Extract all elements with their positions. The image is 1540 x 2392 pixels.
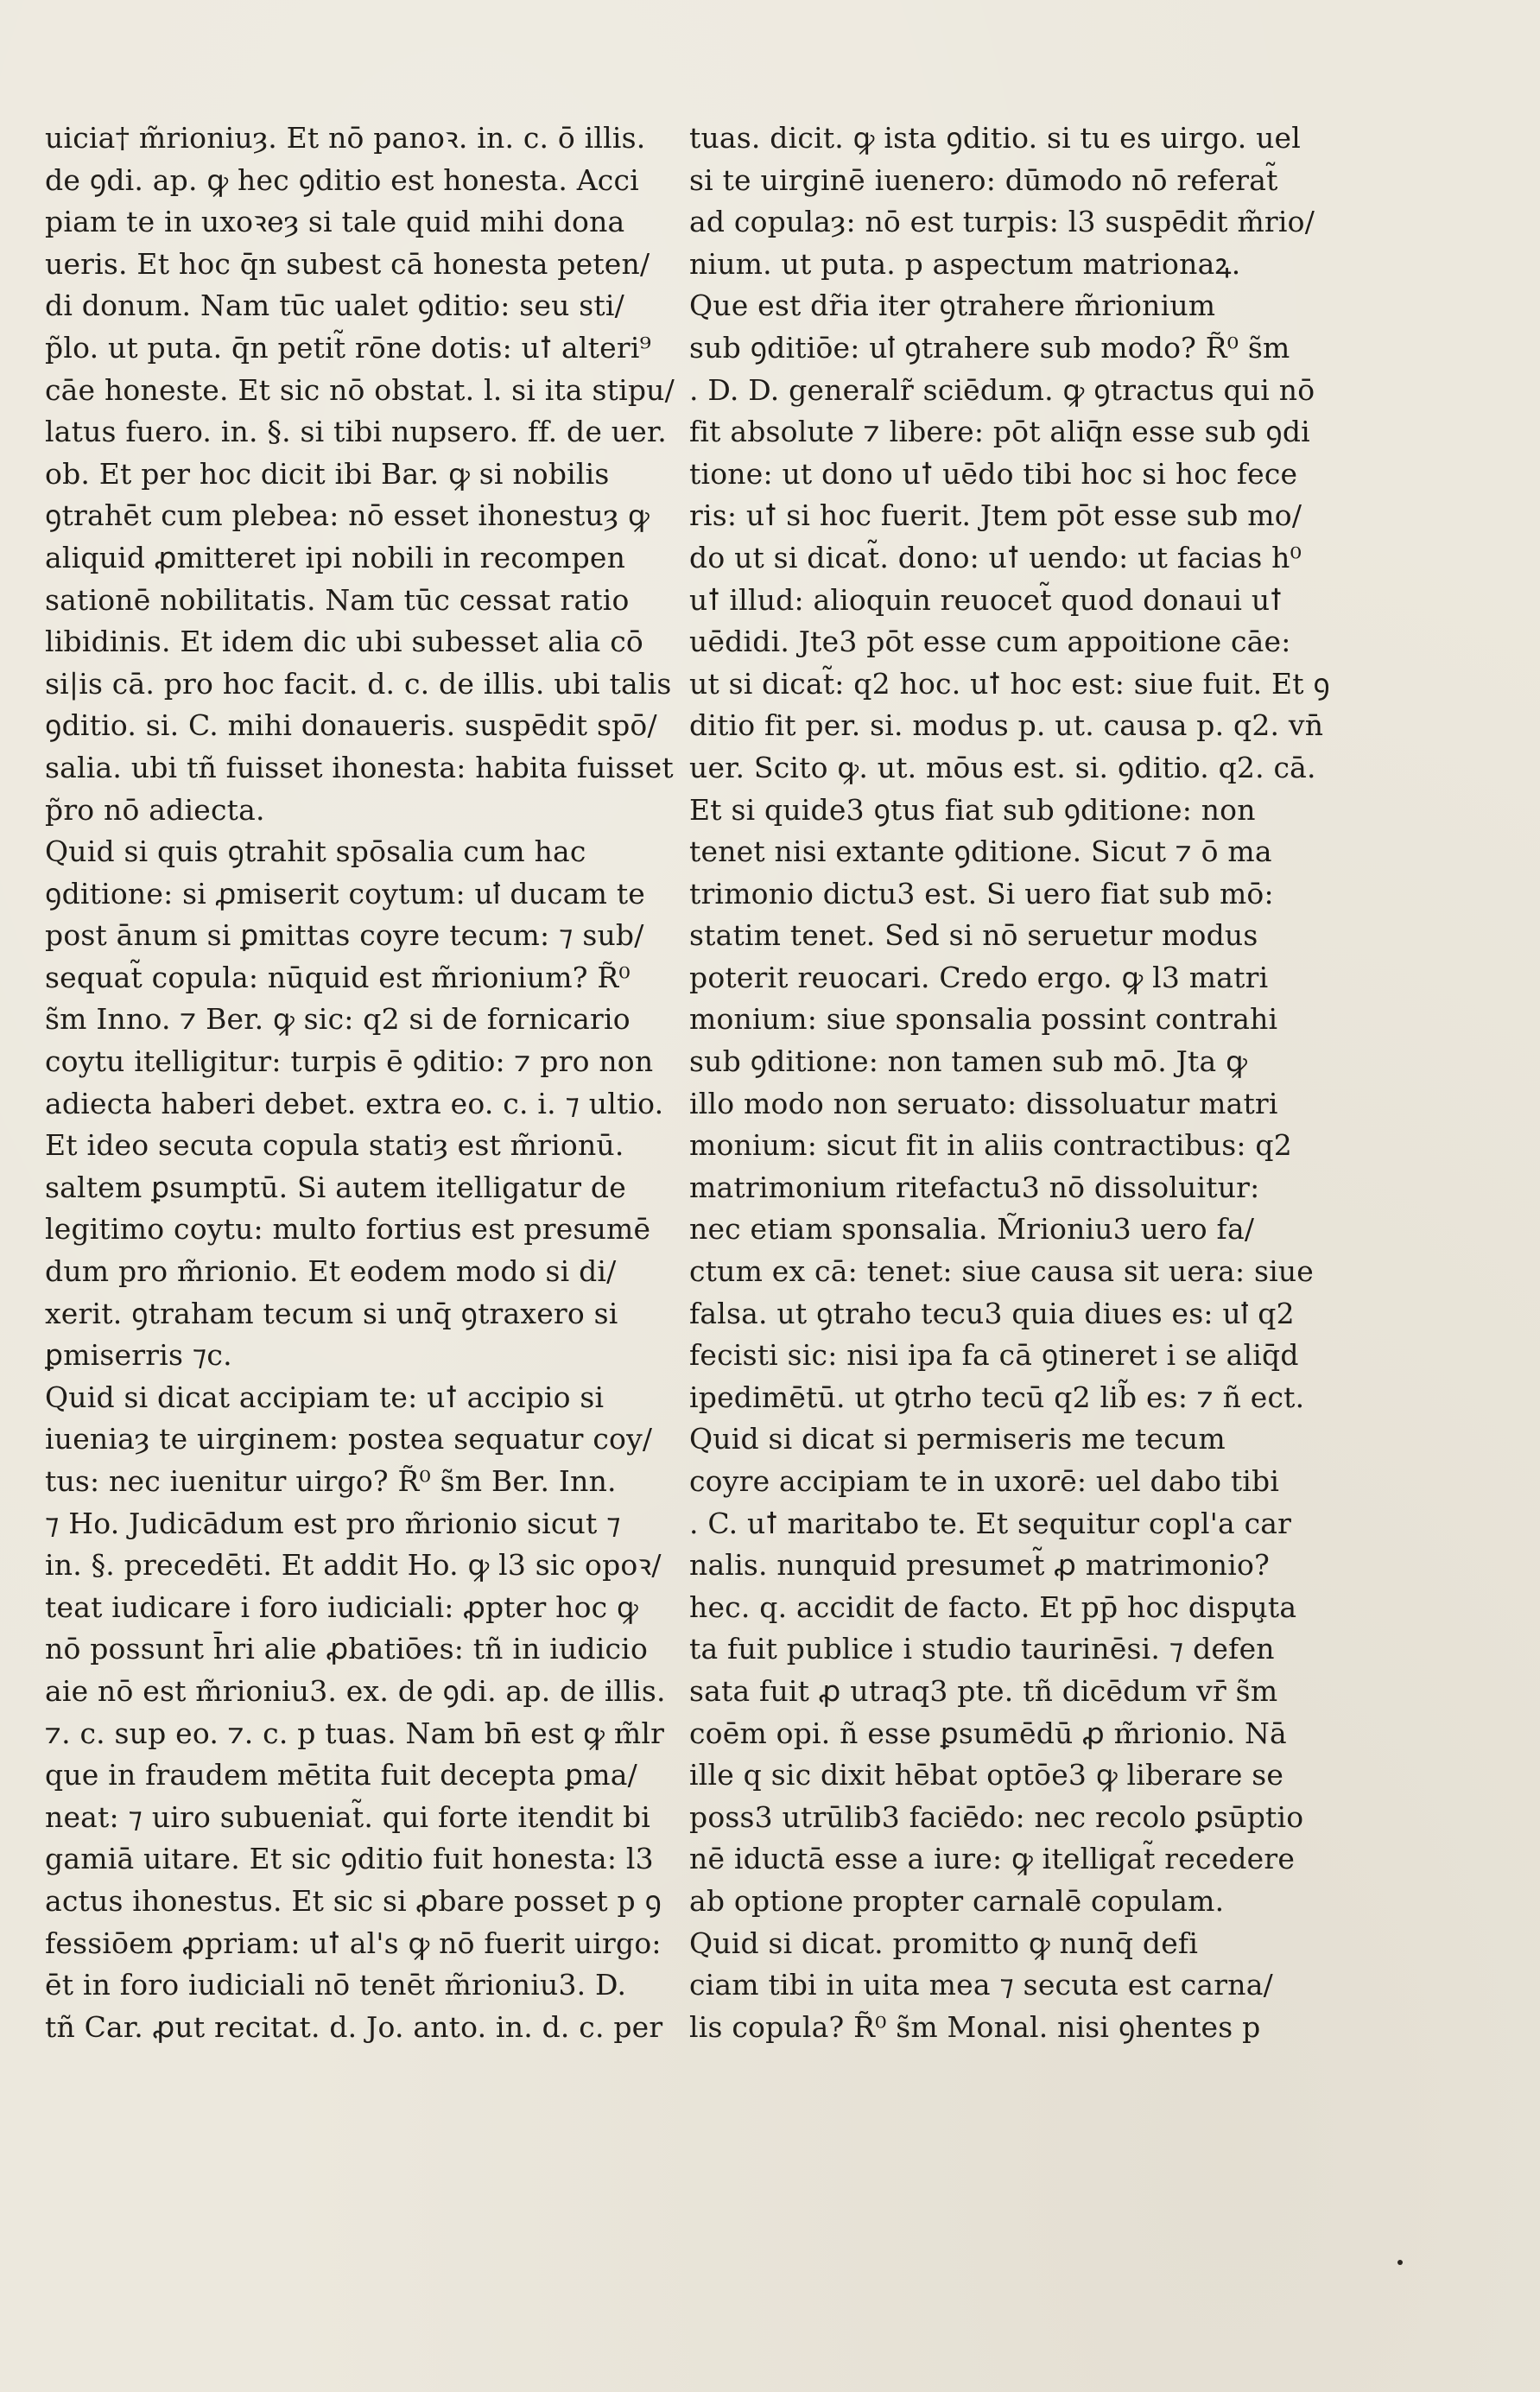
text-line: coēm opi. ñ esse ꝑsumēdū ꝓ m̃rionio. Nā (689, 1716, 1287, 1750)
text-line: aie nō est m̃rioniu3. ex. de ꝯdi. ap. de illis. (45, 1673, 666, 1708)
text-line: ēt in foro iudiciali nō tenēt m̃rioniu3. D. (45, 1968, 627, 2002)
text-line: ctum ex cā: tenet: siue causa sit uera: siue (689, 1254, 1315, 1289)
text-line: Quid si dicat si permiseris me tecum (689, 1422, 1226, 1456)
text-line: nalis. nunquid presumet̃ ꝓ matrimonio? (689, 1548, 1270, 1583)
text-line: piam te in uxoꝛeȝ si tale quid mihi dona (45, 205, 625, 239)
text-line: p̃lo. ut puta. q̄n petit̃ rōne dotis: uꝉ alteri⁹ (45, 330, 651, 365)
text-line: Et si quide3 ꝯtus fiat sub ꝯditione: non (689, 792, 1256, 827)
text-line: ꝑmiserris ⁊c. (45, 1338, 232, 1373)
text-line: dum pro m̃rionio. Et eodem modo si di/ (45, 1254, 617, 1289)
text-line: p̃ro nō adiecta. (45, 792, 265, 827)
text-line: ꝯditio. si. C. mihi donaueris. suspēdit spō/ (45, 708, 657, 743)
text-line: hec. q. accidit de facto. Et pp̄ hoc dispu̧ta (689, 1589, 1297, 1624)
text-line: coytu itelligitur: turpis ē ꝯditio: ⁊ pro non (45, 1044, 654, 1079)
text-line: ab optione propter carnalē copulam. (689, 1883, 1225, 1918)
text-line: iueniaȝ te uirginem: postea sequatur coy/ (45, 1422, 653, 1456)
text-line: tñ Car. ꝓut recitat. d. Jo. anto. in. d. c. per (45, 2009, 663, 2044)
text-line: si|is cā. pro hoc facit. d. c. de illis. ubi talis (45, 666, 672, 701)
text-line: de ꝯdi. ap. ꝙ hec ꝯditio est honesta. Acci (45, 162, 639, 197)
text-line: ille q sic dixit hēbat optōe3 ꝙ liberare se (689, 1758, 1284, 1792)
text-line: Quid si quis ꝯtrahit spōsalia cum hac (45, 834, 586, 869)
text-line: ut si dicat̃: q2 hoc. uꝉ hoc est: siue fuit. Et ꝯ (689, 666, 1330, 701)
text-line: ⁊ Ho. Judicādum est pro m̃rionio sicut ⁊ (45, 1506, 621, 1540)
text-line: fecisti sic: nisi ipa fa cā ꝯtineret i se aliq̄d (689, 1338, 1299, 1373)
text-line: ipedimētū. ut ꝯtrho tecū q2 lib̃ es: ⁊ ñ ect. (689, 1380, 1305, 1414)
text-line: latus fuero. in. §. si tibi nupsero. ff. de uer. (45, 415, 667, 449)
text-line: Quid si dicat accipiam te: uꝉ accipio si (45, 1380, 605, 1414)
text-line: salia. ubi tñ fuisset ihonesta: habita fuisset (45, 750, 674, 784)
text-line: . C. uꝉ maritabo te. Et sequitur copl'a car (689, 1506, 1292, 1540)
text-line: actus ihonestus. Et sic si ꝓbare posset p ꝯ (45, 1883, 662, 1918)
text-line: gamiā uitare. Et sic ꝯditio fuit honesta: l3 (45, 1842, 654, 1876)
text-line: ciam tibi in uita mea ⁊ secuta est carna/ (689, 1968, 1273, 2002)
text-line: coyre accipiam te in uxorē: uel dabo tibi (689, 1464, 1280, 1498)
text-line: si te uirginē iuenero: dūmodo nō referat̃ (689, 162, 1278, 197)
text-line: ueris. Et hoc q̄n subest cā honesta peten/ (45, 246, 650, 281)
text-line: in. §. precedēti. Et addit Ho. ꝙ l3 sic opoꝛ/ (45, 1548, 662, 1583)
text-line: cāe honeste. Et sic nō obstat. l. si ita stipu/ (45, 372, 675, 407)
text-line: matrimonium ritefactu3 nō dissoluitur: (689, 1170, 1260, 1204)
text-line: s̃m Inno. ⁊ Ber. ꝙ sic: q2 si de fornicario (45, 1002, 631, 1037)
text-line: ditio fit per. si. modus p. ut. causa p. q2. vn̄ (689, 708, 1324, 743)
text-line: poterit reuocari. Credo ergo. ꝙ l3 matri (689, 960, 1269, 994)
text-line: trimonio dictu3 est. Si uero fiat sub mō: (689, 876, 1274, 910)
text-line: tione: ut dono uꝉ uēdo tibi hoc si hoc fece (689, 456, 1298, 491)
text-line: monium: siue sponsalia possint contrahi (689, 1002, 1278, 1037)
text-line: ris: uꝉ si hoc fuerit. Jtem pōt esse sub mo/ (689, 498, 1302, 533)
text-line: illo modo non seruato: dissoluatur matri (689, 1086, 1278, 1120)
text-line: uēdidi. Jte3 pōt esse cum appoitione cāe: (689, 625, 1291, 659)
text-line: fit absolute ⁊ libere: pōt aliq̄n esse sub ꝯdi (689, 415, 1310, 449)
text-line: nec etiam sponsalia. M̃rioniu3 uero fa/ (689, 1212, 1255, 1247)
text-line: sequat̃ copula: nūquid est m̃rionium? R̃⁰ (45, 960, 631, 994)
text-line: poss3 utrūlib3 faciēdo: nec recolo ꝑsūptio (689, 1799, 1304, 1834)
text-line: saltem ꝑsumptū. Si autem itelligatur de (45, 1170, 626, 1204)
text-line: tus: nec iuenitur uirgo? R̃⁰ s̃m Ber. Inn. (45, 1464, 617, 1498)
text-line: uꝉ illud: alioquin reuocet̃ quod donaui uꝉ (689, 582, 1283, 617)
text-line: do ut si dicat̃. dono: uꝉ uendo: ut facias h⁰ (689, 540, 1302, 574)
ink-speck (1397, 2260, 1403, 2265)
text-line: adiecta haberi debet. extra eo. c. i. ⁊ ultio. (45, 1086, 664, 1120)
text-line: . D. D. generalr̃ sciēdum. ꝙ ꝯtractus qui nō (689, 372, 1315, 407)
text-line: nō possunt h̄ri alie ꝓbatiōes: tñ in iudicio (45, 1632, 649, 1666)
text-line: libidinis. Et idem dic ubi subesset alia cō (45, 625, 643, 659)
text-line: Que est dr̃ia iter ꝯtrahere m̃rionium (689, 289, 1216, 323)
text-line: nē iductā esse a iure: ꝙ itelligat̃ recedere (689, 1842, 1296, 1876)
text-line: nium. ut puta. p aspectum matrionaꝝ. (689, 246, 1241, 281)
text-line: statim tenet. Sed si nō seruetur modus (689, 918, 1258, 953)
text-line: legitimo coytu: multo fortius est presumē (45, 1212, 651, 1247)
text-line: sub ꝯditiōe: uꝉ ꝯtrahere sub modo? R̃⁰ s̃m (689, 330, 1290, 365)
text-line: ad copulaȝ: nō est turpis: l3 suspēdit m̃rio/ (689, 205, 1315, 239)
text-line: uicia† m̃rioniuȝ. Et nō panoꝛ. in. c. ō illis. (45, 121, 646, 155)
text-line: ꝯditione: si ꝓmiserit coytum: uꝉ ducam te (45, 876, 646, 910)
text-line: Et ideo secuta copula statiȝ est m̃rionū. (45, 1128, 624, 1163)
text-line: tuas. dicit. ꝙ ista ꝯditio. si tu es uirgo. uel (689, 121, 1302, 155)
text-line: neat: ⁊ uiro subueniat̃. qui forte itendit bi (45, 1799, 651, 1834)
text-line: post ānum si ꝑmittas coyre tecum: ⁊ sub/ (45, 918, 644, 953)
text-line: ob. Et per hoc dicit ibi Bar. ꝙ si nobilis (45, 456, 610, 491)
text-line: ta fuit publice i studio taurinēsi. ⁊ defen (689, 1632, 1275, 1666)
text-line: ⁊. c. sup eo. ⁊. c. p tuas. Nam bn̄ est ꝙ m̃lr (45, 1716, 665, 1750)
text-line: fessiōem ꝓpriam: uꝉ al's ꝙ nō fuerit uirgo: (45, 1926, 662, 1960)
text-line: tenet nisi extante ꝯditione. Sicut ⁊ ō ma (689, 834, 1272, 869)
text-line: monium: sicut fit in aliis contractibus: q2 (689, 1128, 1292, 1163)
text-line: falsa. ut ꝯtraho tecu3 quia diues es: uꝉ q2 (689, 1296, 1295, 1330)
text-line: sationē nobilitatis. Nam tūc cessat ratio (45, 582, 630, 617)
right-text-column (689, 117, 1346, 2048)
text-line: teat iudicare i foro iudiciali: ꝓpter hoc ꝙ (45, 1589, 639, 1624)
text-line: uer. Scito ꝙ. ut. mōus est. si. ꝯditio. q2. cā. (689, 750, 1316, 784)
text-line: aliquid ꝓmitteret ipi nobili in recompen (45, 540, 626, 574)
text-line: ꝯtrahēt cum plebea: nō esset ihonestuȝ ꝙ (45, 498, 650, 533)
left-text-column (45, 117, 680, 2048)
text-line: Quid si dicat. promitto ꝙ nunq̄ defi (689, 1926, 1199, 1960)
text-line: sata fuit ꝓ utraq3 pte. tñ dicēdum vr̄ s̃m (689, 1673, 1278, 1708)
text-line: que in fraudem mētita fuit decepta ꝑma/ (45, 1758, 637, 1792)
text-line: xerit. ꝯtraham tecum si unq̄ ꝯtraxero si (45, 1296, 618, 1330)
text-line: sub ꝯditione: non tamen sub mō. Jta ꝙ (689, 1044, 1248, 1079)
text-line: di donum. Nam tūc ualet ꝯditio: seu sti/ (45, 289, 624, 323)
text-line: lis copula? R̃⁰ s̃m Monal. nisi ꝯhentes p (689, 2009, 1261, 2044)
